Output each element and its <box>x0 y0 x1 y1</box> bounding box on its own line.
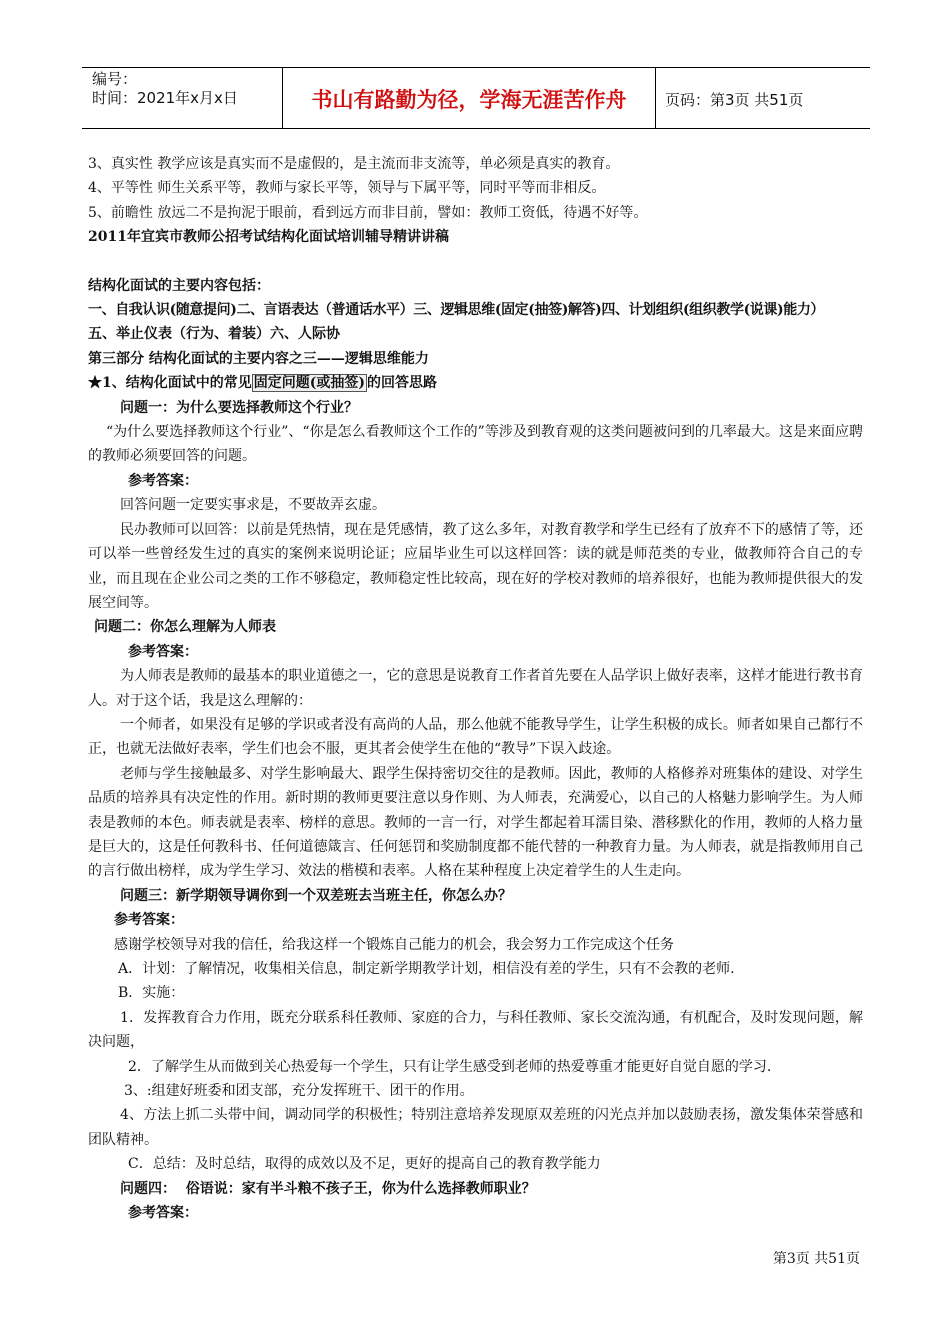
header-motto: 书山有路勤为径，学海无涯苦作舟 <box>311 88 627 112</box>
question-heading: 问题四： 俗语说：家有半斗粮不孩子王，你为什么选择教师职业？ <box>120 1180 536 1197</box>
body-line: 3、真实性 教学应该是真实而不是虚假的，是主流而非支流等，单必须是真实的教育。 <box>88 156 620 172</box>
subsection-heading <box>88 371 863 395</box>
body-line: 5、前瞻性 放远二不是拘泥于眼前，看到远方而非目前，譬如：教师工资低，待遇不好等。 <box>88 204 648 221</box>
answer-subitem: 1．发挥教育合力作用，既充分联系科任教师、家庭的合力，与科任教师、家长交流沟通，有机配合，及时发现问题，解决问题， <box>88 1009 863 1051</box>
answer-subitem: 4、方法上抓二头带中间，调动同学的积极性；特别注意培养发现原双差班的闪光点并加以鼓励表扬，激发集体荣誉感和团队精神。 <box>88 1107 863 1148</box>
heading-suffix: 的回答思路 <box>367 375 437 392</box>
answer-item: A．计划：了解情况，收集相关信息，制定新学期教学计划，相信没有差的学生，只有不会教的老师. <box>118 961 735 977</box>
doc-date: 时间：2021年x月x日 <box>92 89 238 107</box>
answer-paragraph: 一个师者，如果没有足够的学识或者没有高尚的人品，那么他就不能教导学生，让学生积极的成长。师者如果自己都行不正，也就无法做好表率，学生们也会不服，更其者会使学生在他的“教导”下误入歧途。 <box>88 716 863 758</box>
question-intro: “为什么要选择教师这个行业”、“你是怎么看教师这个工作的”等涉及到教育观的这类问题被问到的几率最大。这是来面应聘的教师必须要回答的问题。 <box>88 424 863 465</box>
blank-line <box>88 250 863 274</box>
heading-prefix: ★1、结构化面试中的常见 <box>88 375 252 392</box>
doc-number-label: 编号： <box>92 70 138 88</box>
body-line: 4、平等性 师生关系平等，教师与家长平等，领导与下属平等，同时平等而非相反。 <box>88 180 606 197</box>
answer-subitem: 2．了解学生从而做到关心热爱每一个学生，只有让学生感受到老师的热爱尊重才能更好自觉自愿的学习. <box>128 1058 772 1075</box>
header-left-cell <box>92 70 238 108</box>
section-heading: 结构化面试的主要内容包括： <box>88 277 270 294</box>
answer-label: 参考答案： <box>128 472 198 489</box>
answer-subitem: 3、:组建好班委和团支部，充分发挥班干、团干的作用。 <box>124 1083 474 1100</box>
answer-paragraph: 回答问题一定要实事求是，不要故弄玄虚。 <box>120 497 386 514</box>
answer-paragraph: 感谢学校领导对我的信任，给我这样一个锻炼自己能力的机会，我会努力工作完成这个任务 <box>114 936 674 953</box>
part-heading: 第三部分 结构化面试的主要内容之三——逻辑思维能力 <box>88 350 429 367</box>
answer-label: 参考答案： <box>128 1205 198 1222</box>
header-page-info: 页码：第3页 共51页 <box>665 90 804 109</box>
header-top-rule <box>82 67 870 68</box>
answer-paragraph: 民办教师可以回答：以前是凭热情，现在是凭感情，教了这么多年，对教育教学和学生已经有了放弃不下的感情了等，还可以举一些曾经发生过的真实的案例来说明论证；应届毕业生可以这样回答：读的就是师范类的专业，做教师符合自己的专业，而且现在企业公司之类的工作不够稳定，教师稳定性比较高，现在好的学校对教师的培养很好，也能为教师提供很大的发展空间等。 <box>88 521 863 611</box>
section-title: 2011年宜宾市教师公招考试结构化面试培训辅导精讲讲稿 <box>88 229 449 246</box>
footer-page-info: 第3页 共51页 <box>772 1251 860 1267</box>
highlighted-term: 固定问题(或抽签) <box>253 375 365 392</box>
answer-label: 参考答案： <box>128 643 198 660</box>
question-heading: 问题一：为什么要选择教师这个行业？ <box>120 399 358 416</box>
answer-paragraph: 老师与学生接触最多、对学生影响最大、跟学生保持密切交往的是教师。因此，教师的人格修养对班集体的建设、对学生品质的培养具有决定性的作用。新时期的教师更要注意以身作则、为人师表，充满爱心，以自己的人格魅力影响学生。为人师表是教师的本色。师表就是表率、榜样的意思。教师的一言一行，对学生都起着耳濡目染、潜移默化的作用，教师的人格力量是巨大的，这是任何教科书、任何道德箴言、任何惩罚和奖励制度都不能代替的一种教育力量。为人师表，就是指教师用自己的言行做出榜样，成为学生学习、效法的楷模和表率。人格在某种程度上决定着学生的人生走向。 <box>88 765 863 880</box>
content-list-line: 一、自我认识(随意提问)二、言语表达（普通话水平）三、逻辑思维(固定(抽签)解答)四、计划组织(组织教学(说课)能力） <box>88 302 825 319</box>
answer-item: B．实施： <box>118 985 185 1002</box>
answer-item: C．总结：及时总结，取得的成效以及不足，更好的提高自己的教育教学能力 <box>128 1156 601 1173</box>
content-list-line: 五、举止仪表（行为、着装）六、人际协 <box>88 326 340 343</box>
question-heading: 问题三：新学期领导调你到一个双差班去当班主任，你怎么办？ <box>120 887 512 904</box>
header-divider-right <box>655 67 656 129</box>
answer-paragraph: 为人师表是教师的最基本的职业道德之一，它的意思是说教育工作者首先要在人品学识上做好表率，这样才能进行教书育人。对于这个话，我是这么理解的： <box>88 668 863 709</box>
answer-label: 参考答案： <box>114 912 184 929</box>
document-body <box>88 152 863 1225</box>
question-heading: 问题二：你怎么理解为人师表 <box>94 619 276 636</box>
header-bottom-rule <box>82 128 870 129</box>
